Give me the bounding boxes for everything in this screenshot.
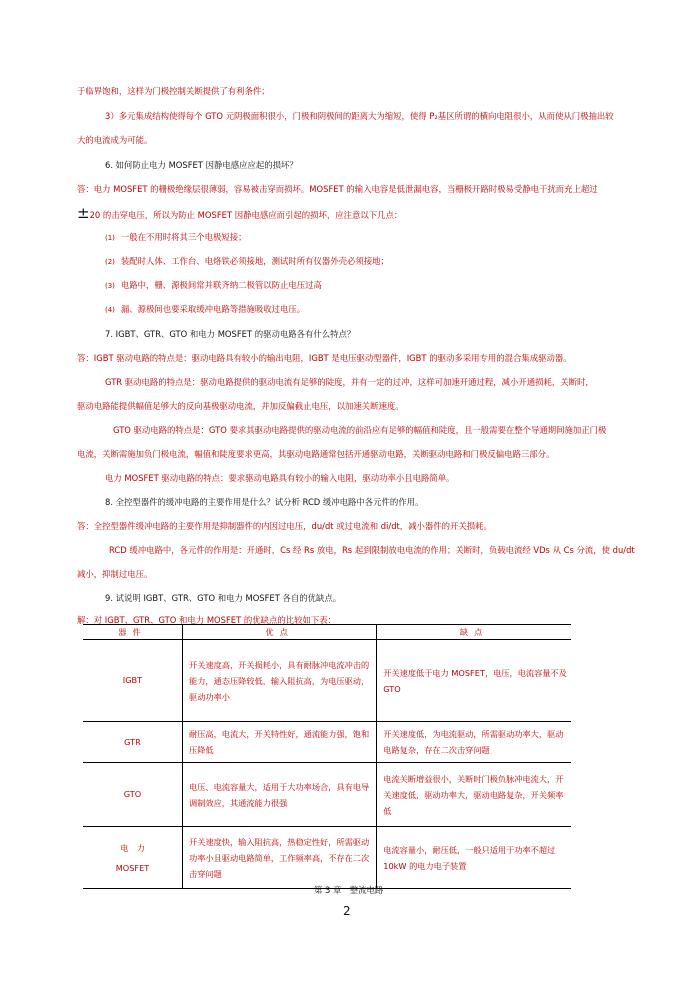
list-item: (4) 漏、源极间也要采取缓冲电路等措施吸收过电压。 bbox=[105, 304, 306, 314]
list-item: (1) 一般在不用时将其三个电极短接； bbox=[105, 232, 247, 242]
answer-9: 解：对 IGBT、GTR、GTO 和电力 MOSFET 的优缺点的比较如下表： bbox=[77, 615, 336, 625]
device-cell: 电 力 MOSFET bbox=[83, 827, 183, 889]
answer-7-gto-cont: 电流，关断需施加负门极电流，幅值和陡度要求更高，其驱动电路通常包括开通驱动电路，关断驱动电路和门极反偏电路三部分。 bbox=[77, 449, 555, 459]
question-7: 7. IGBT、GTR、GTO 和电力 MOSFET 的驱动电路各有什么特点？ bbox=[105, 329, 356, 339]
device-cell: GTR bbox=[83, 722, 183, 763]
answer-8: 答：全控型器件缓冲电路的主要作用是抑制器件的内因过电压，du/dt 或过电流和 di/dt，减小器件的开关损耗。 bbox=[77, 521, 492, 531]
answer-6-cont: ±20 的击穿电压，所以为防止 MOSFET 因静电感应而引起的损坏，应注意以下几点： bbox=[77, 204, 403, 222]
column-header: 器件 bbox=[83, 625, 183, 640]
answer-7-gtr: GTR 驱动电路的特点是：驱动电路提供的驱动电流有足够的陡度，并有一定的过冲，这样可加速开通过程，减小开通损耗，关断时， bbox=[105, 377, 594, 387]
column-header: 优点 bbox=[183, 625, 377, 640]
answer-8-rcd: RCD 缓冲电路中，各元件的作用是：开通时，Cs 经 Rs 放电，Rs 起到限制放电电流的作用；关断时，负载电流经 VDs 从 Cs 分流，使 du/dt bbox=[109, 545, 635, 555]
cons-cell: 电流容量小，耐压低，一般只适用于功率不超过 10kW 的电力电子装置 bbox=[377, 827, 571, 889]
pros-cell: 耐压高，电流大，开关特性好，通流能力强，饱和压降低 bbox=[183, 722, 377, 763]
cons-cell: 开关速度低于电力 MOSFET，电压，电流容量不及 GTO bbox=[377, 640, 571, 722]
device-cell: GTO bbox=[83, 763, 183, 827]
column-header: 缺点 bbox=[377, 625, 571, 640]
table-header-row bbox=[83, 625, 571, 640]
list-item: (2) 装配时人体、工作台、电烙铁必须接地，测试时所有仪器外壳必须接地； bbox=[105, 256, 389, 266]
question-9: 9. 试说明 IGBT、GTR、GTO 和电力 MOSFET 各自的优缺点。 bbox=[105, 593, 342, 603]
chapter-footer: 第 3 章 整流电路 bbox=[314, 885, 384, 895]
table-row bbox=[83, 827, 571, 889]
pros-cell: 开关速度快，输入阻抗高，热稳定性好，所需驱动功率小且驱动电路简单，工作频率高，不存在二次击穿问题 bbox=[183, 827, 377, 889]
table-row bbox=[83, 640, 571, 722]
table-row bbox=[83, 763, 571, 827]
answer-7-gtr-cont: 驱动电路能提供幅值足够大的反向基极驱动电流，并加反偏截止电压，以加速关断速度。 bbox=[77, 401, 404, 411]
device-cell: IGBT bbox=[83, 640, 183, 722]
pros-cell: 开关速度高，开关损耗小，具有耐脉冲电流冲击的能力，通态压降较低，输入阻抗高，为电压驱动，驱动功率小 bbox=[183, 640, 377, 722]
page-number: 2 bbox=[343, 904, 351, 918]
list-item: (3) 电路中，栅、源极间常并联齐纳二极管以防止电压过高 bbox=[105, 280, 322, 290]
text-line: 3）多元集成结构使得每个 GTO 元阴极面积很小，门极和阴极间的距离大为缩短，使得 P₂基区所谓的横向电阻很小，从而使从门极抽出较 bbox=[105, 111, 614, 121]
answer-7: 答：IGBT 驱动电路的特点是：驱动电路具有较小的输出电阻，IGBT 是电压驱动型器件，IGBT 的驱动多采用专用的混合集成驱动器。 bbox=[77, 353, 572, 363]
cons-cell: 电流关断增益很小，关断时门极负脉冲电流大，开关速度低，驱动功率大，驱动电路复杂，开关频率低 bbox=[377, 763, 571, 827]
answer-8-rcd-cont: 减小，抑制过电压。 bbox=[77, 569, 153, 579]
table-row bbox=[83, 722, 571, 763]
cons-cell: 开关速度低，为电流驱动，所需驱动功率大，驱动电路复杂，存在二次击穿问题 bbox=[377, 722, 571, 763]
pros-cell: 电压、电流容量大，适用于大功率场合，具有电导调制效应，其通流能力很强 bbox=[183, 763, 377, 827]
question-8: 8. 全控型器件的缓冲电路的主要作用是什么？试分析 RCD 缓冲电路中各元件的作用。 bbox=[105, 497, 424, 507]
comparison-table bbox=[83, 624, 571, 889]
plus-minus-sign: ± bbox=[77, 204, 90, 222]
answer-7-gto: GTO 驱动电路的特点是：GTO 要求其驱动电路提供的驱动电流的前沿应有足够的幅值和陡度，且一般需要在整个导通期间施加正门极 bbox=[113, 425, 607, 435]
answer-7-mosfet: 电力 MOSFET 驱动电路的特点：要求驱动电路具有较小的输入电阻，驱动功率小且电路简单。 bbox=[105, 473, 455, 483]
question-6: 6. 如何防止电力 MOSFET 因静电感应应起的损坏？ bbox=[105, 160, 298, 170]
text-line: 大的电流成为可能。 bbox=[77, 135, 153, 145]
text-line: 于临界饱和，这样为门极控制关断提供了有利条件； bbox=[77, 86, 270, 96]
answer-6: 答：电力 MOSFET 的栅极绝缘层很薄弱，容易被击穿而损坏。MOSFET 的输入电容是低泄漏电容，当栅极开路时极易受静电干扰而充上超过 bbox=[77, 184, 598, 194]
